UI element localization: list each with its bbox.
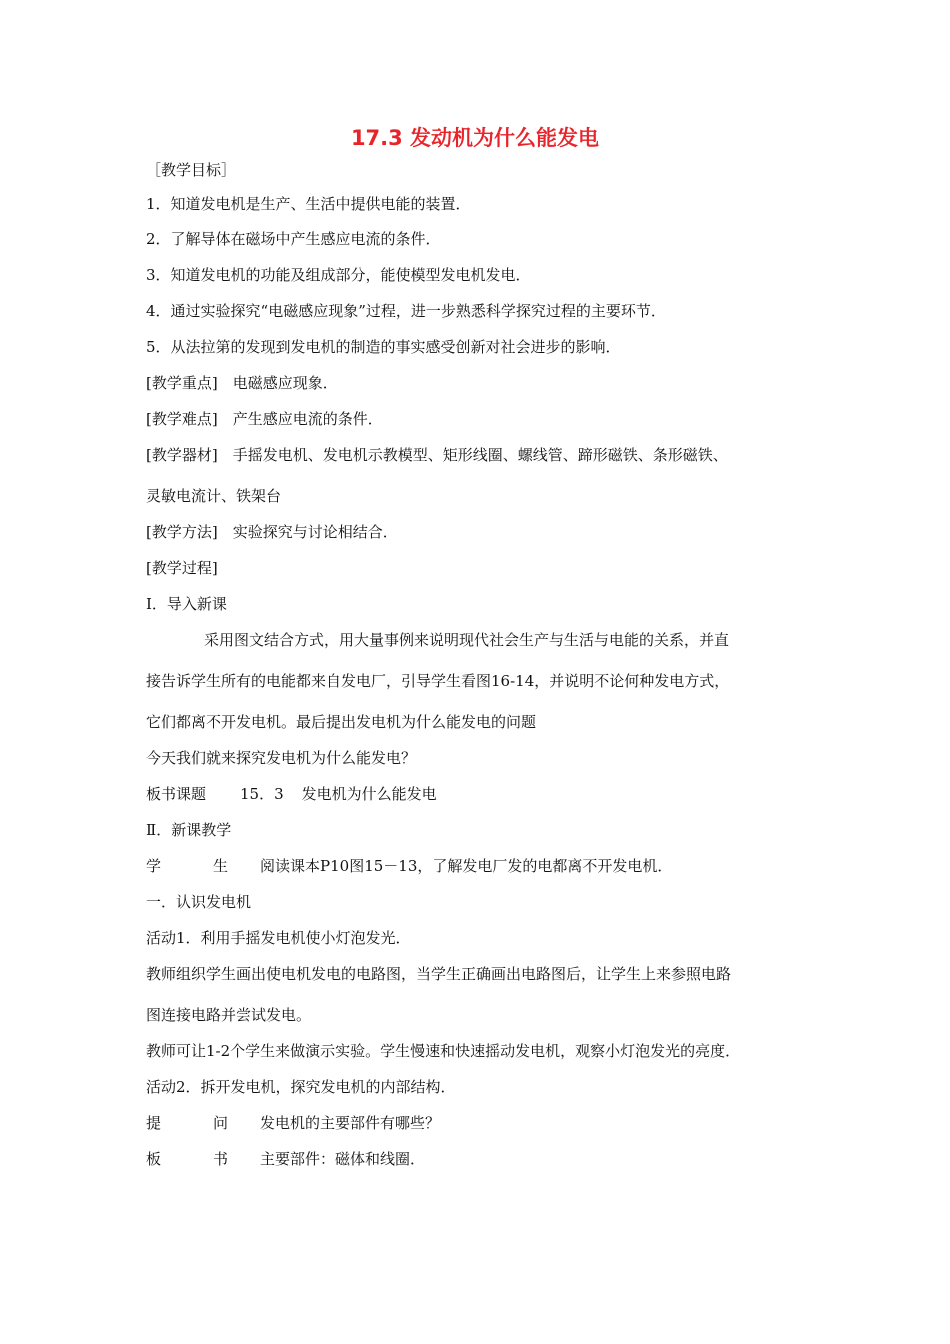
- goal-item: 5．从法拉第的发现到发电机的制造的事实感受创新对社会进步的影响．: [146, 338, 621, 356]
- intro-paragraph-line: 采用图文结合方式，用大量事例来说明现代社会生产与生活与电能的关系，并直: [204, 631, 730, 649]
- materials-line-1: [教学器材] 手摇发电机、发电机示教模型、矩形线圈、螺线管、蹄形磁铁、条形磁铁、: [146, 446, 728, 464]
- page-title: 17.3 发动机为什么能发电: [350, 126, 600, 150]
- intro-paragraph-line: 它们都离不开发电机。最后提出发电机为什么能发电的问题: [146, 713, 537, 731]
- materials-line-2: 灵敏电流计、铁架台: [146, 487, 282, 505]
- board-number: 15．3: [240, 785, 284, 803]
- student-line: [146, 856, 672, 876]
- section-new-heading: Ⅱ．新课教学: [146, 821, 232, 839]
- today-line: 今天我们就来探究发电机为什么能发电？: [146, 749, 417, 767]
- goal-item: 4．通过实验探究“电磁感应现象”过程，进一步熟悉科学探究过程的主要环节．: [146, 302, 666, 320]
- activity-2: 活动2．拆开发电机，探究发电机的内部结构．: [146, 1078, 456, 1096]
- student-text: 阅读课本P10图15－13，了解发电厂发的电都离不开发电机．: [260, 857, 673, 875]
- board-note-label-a: 板: [146, 1150, 162, 1168]
- board-text: 发电机为什么能发电: [301, 785, 437, 803]
- question-line: [146, 1113, 440, 1133]
- intro-paragraph-line: 接告诉学生所有的电能都来自发电厂，引导学生看图16-14，并说明不论何种发电方式，: [146, 672, 730, 690]
- teacher-paragraph-line: 图连接电路并尝试发电。: [146, 1006, 312, 1024]
- teacher-demo-line: 教师可让1-2个学生来做演示实验。学生慢速和快速摇动发电机，观察小灯泡发光的亮度．: [146, 1042, 741, 1060]
- board-note-text: 主要部件：磁体和线圈．: [260, 1150, 426, 1168]
- method: [教学方法] 实验探究与讨论相结合．: [146, 523, 398, 541]
- board-note-line: [146, 1149, 425, 1169]
- part-heading: 一．认识发电机: [146, 893, 252, 911]
- goal-item: 1．知道发电机是生产、生活中提供电能的装置．: [146, 195, 471, 213]
- question-text: 发电机的主要部件有哪些？: [260, 1114, 441, 1132]
- board-title-line: [146, 784, 437, 804]
- board-note-label-b: 书: [213, 1150, 229, 1168]
- goals-header: ［教学目标］: [146, 161, 237, 179]
- goal-item: 2．了解导体在磁场中产生感应电流的条件．: [146, 230, 441, 248]
- teacher-paragraph-line: 教师组织学生画出使电机发电的电路图，当学生正确画出电路图后，让学生上来参照电路: [146, 965, 732, 983]
- goal-item: 3．知道发电机的功能及组成部分，能使模型发电机发电．: [146, 266, 531, 284]
- difficulty: [教学难点] 产生感应电流的条件．: [146, 410, 383, 428]
- section-intro-heading: Ⅰ．导入新课: [146, 595, 227, 613]
- student-label-b: 生: [213, 857, 229, 875]
- question-label-a: 提: [146, 1114, 162, 1132]
- activity-1: 活动1．利用手摇发电机使小灯泡发光．: [146, 929, 411, 947]
- process-header: [教学过程]: [146, 559, 218, 577]
- key-point: [教学重点] 电磁感应现象．: [146, 374, 338, 392]
- question-label-b: 问: [213, 1114, 229, 1132]
- student-label-a: 学: [146, 857, 162, 875]
- board-label: 板书课题: [146, 785, 207, 803]
